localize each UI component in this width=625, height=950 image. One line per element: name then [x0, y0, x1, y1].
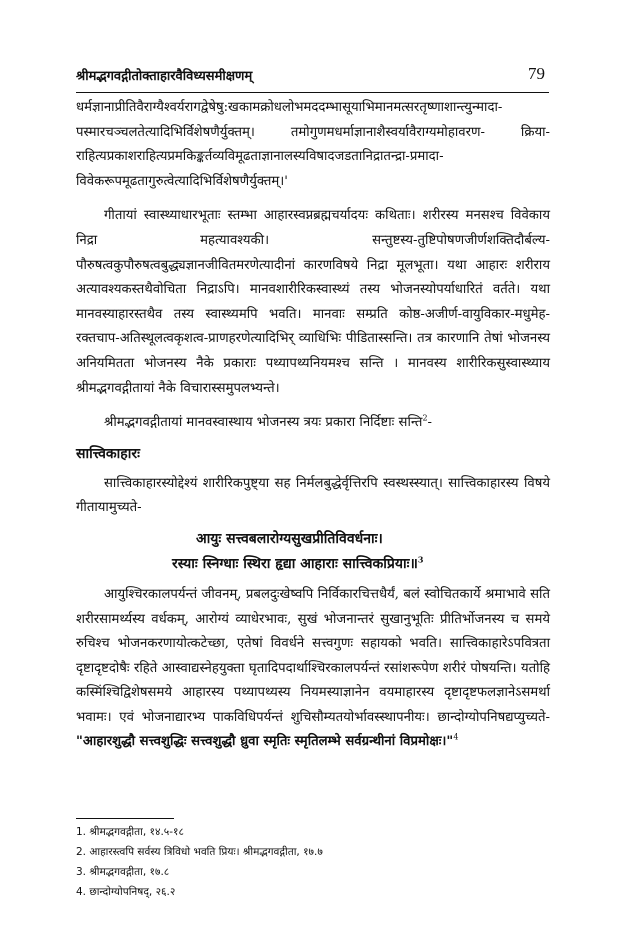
main-text	[76, 96, 550, 755]
paragraph-three-types	[76, 411, 550, 436]
paragraph-commentary	[76, 583, 550, 755]
footnote-1: 1. श्रीमद्भगवद्गीता, १४.५-१८	[76, 826, 184, 838]
footnote-ref-3: 3	[417, 554, 424, 565]
verse-line-1: आयुः सत्त्वबलारोग्यसुखप्रीतिविवर्धनाः।	[196, 530, 383, 547]
paragraph-health-pillars: गीतायां स्वास्थ्याधारभूताः स्तम्भा आहारस्वप्नब्रह्मचर्यादयः कथिताः। शरीरस्य मनसश्च विवेकाय निद्रा महत्यावश्यकी। सन्तुष्टस्य-तुष्टिपोषणजीर्णशक्तिदौर्बल्य-पौरुषत्वकुपौरुषत्वबुद्ध्यज्ञानजीवितमरणेत्यादीनां कारणविषये निद्रा मूलभूता। यथा आहारः शरीराय अत्यावश्यकस्तथैवोचिता निद्राऽपि। मानवशारीरिकस्वास्थ्यं तस्य भोजनस्योपर्याधारितं वर्तते। यथा मानवस्याहारस्तथैव तस्य स्वास्थ्यमपि भवति। मानवाः सम्प्रति कोष्ठ-अजीर्ण-वायुविकार-मधुमेह-रक्तचाप-अतिस्थूलत्वकृशत्व-प्राणहरणेत्यादिभिर् व्याधिभिः पीडितास्सन्ति। तत्र कारणानि तेषां भोजनस्य अनियमितता भोजनस्य नैके प्रकाराः पथ्यापथ्यनियमश्च सन्ति । मानवस्य शारीरिकसुस्वास्थ्याय श्रीमद्भगवद्गीतायां नैके विचारास्समुपलभ्यन्ते।	[76, 208, 550, 396]
chandogya-quote: "आहारशुद्धौ सत्त्वशुद्धिः सत्त्वशुद्धौ ध्रुवा स्मृतिः स्मृतिलम्भे सर्वग्रन्थीनां विप्रमोक्षः।"	[76, 734, 454, 750]
header-rule	[76, 92, 549, 93]
footnote-2: 2. आहारस्त्वपि सर्वस्य त्रिविधो भवति प्रियः। श्रीमद्भगवद्गीता, १७.७	[76, 846, 323, 858]
verse-line-2-text: रस्याः स्निग्धाः स्थिरा हृद्या आहाराः सात्त्विकप्रियाः॥	[172, 555, 418, 572]
footnote-ref-4: 4	[453, 733, 459, 743]
paragraph-sattvika-intro: सात्त्विकाहारस्योद्देश्यं शारीरिकपुष्ट्या सह निर्मलबुद्धेर्वृत्तिरपि स्वस्थस्स्यात्। सात्त्विकाहारस्य विषये गीतायामुच्यते-	[76, 475, 550, 516]
verse-line-2	[76, 552, 550, 577]
running-title: श्रीमद्भगवद्गीतोक्ताहारवैविध्यसमीक्षणम्	[76, 69, 253, 84]
footnotes	[76, 822, 550, 902]
paragraph-continued: धर्मज्ञानाप्रीतिवैराग्यैश्वर्यरागद्वेषेषु:खकामक्रोधलोभमददम्भासूयाभिमानमत्सरतृष्णाशान्त्युन्मादा-पस्मारचञ्चलतेत्यादिभिर्विशेषणैर्युक्तम्। तमोगुणमधर्माज्ञानाशैस्वर्यावैराग्यमोहावरण- क्रिया-राहित्यप्रकाशराहित्यप्रमकिङ्कर्तव्यविमूढताज्ञानालस्यविषादजडतानिद्रातन्द्रा-प्रमादा-विवेकरूपमूढतागुरुत्वेत्यादिभिर्विशेषणैर्युक्तम्।'	[76, 100, 550, 189]
footnote-3: 3. श्रीमद्भगवद्गीता, १७.८	[76, 866, 170, 878]
paragraph-three-types-dash: -	[427, 415, 433, 431]
running-header	[76, 64, 549, 88]
footnote-ref-2: 2	[422, 413, 428, 423]
page-number: 79	[528, 64, 545, 83]
footnote-rule	[76, 818, 174, 819]
section-heading: सात्त्विकाहारः	[76, 445, 140, 462]
paragraph-three-types-text: श्रीमद्भगवद्गीतायां मानवस्वास्थाय भोजनस्य त्रयः प्रकारा निर्दिष्टाः सन्ति	[104, 415, 423, 431]
footnote-4: 4. छान्दोग्योपनिषद्, २६.२	[76, 886, 176, 898]
paragraph-commentary-text: आयुश्चिरकालपर्यन्तं जीवनम्, प्रबलदुःखेष्वपि निर्विकारचित्तधैर्यं, बलं स्वोचितकार्ये श्रमाभावे सति शरीरसामर्थ्यस्य वर्धकम्, आरोग्यं व्याधेरभावः, सुखं भोजनान्तरं सुखानुभूतिः प्रीतिर्भोजनस्य च समये रुचिश्च भोजनकरणायोत्कटेच्छा, एतेषां विवर्धने सत्त्वगुणः सहायको भवति। सात्त्विकाहारेऽपवित्रता दृष्टादृष्टदोषैः रहिते आस्वाद्यस्नेहयुक्ता घृतादिपदार्थाश्चिरकालपर्यन्तं रसांशरूपेण शरीरं पोषयन्ति। यतोहि कस्मिंश्चिद्विशेषसमये आहारस्य पथ्यापथ्यस्य नियमस्याज्ञानेन वयमाहारस्य दृष्टादृष्टफलज्ञानेऽसमर्था भवामः। एवं भोजनाद्यारभ्य पाकविधिपर्यन्तं शुचिसौम्यतयोर्भावस्स्थापनीयः। छान्दोग्योपनिषद्यप्युच्यते-	[76, 586, 550, 725]
